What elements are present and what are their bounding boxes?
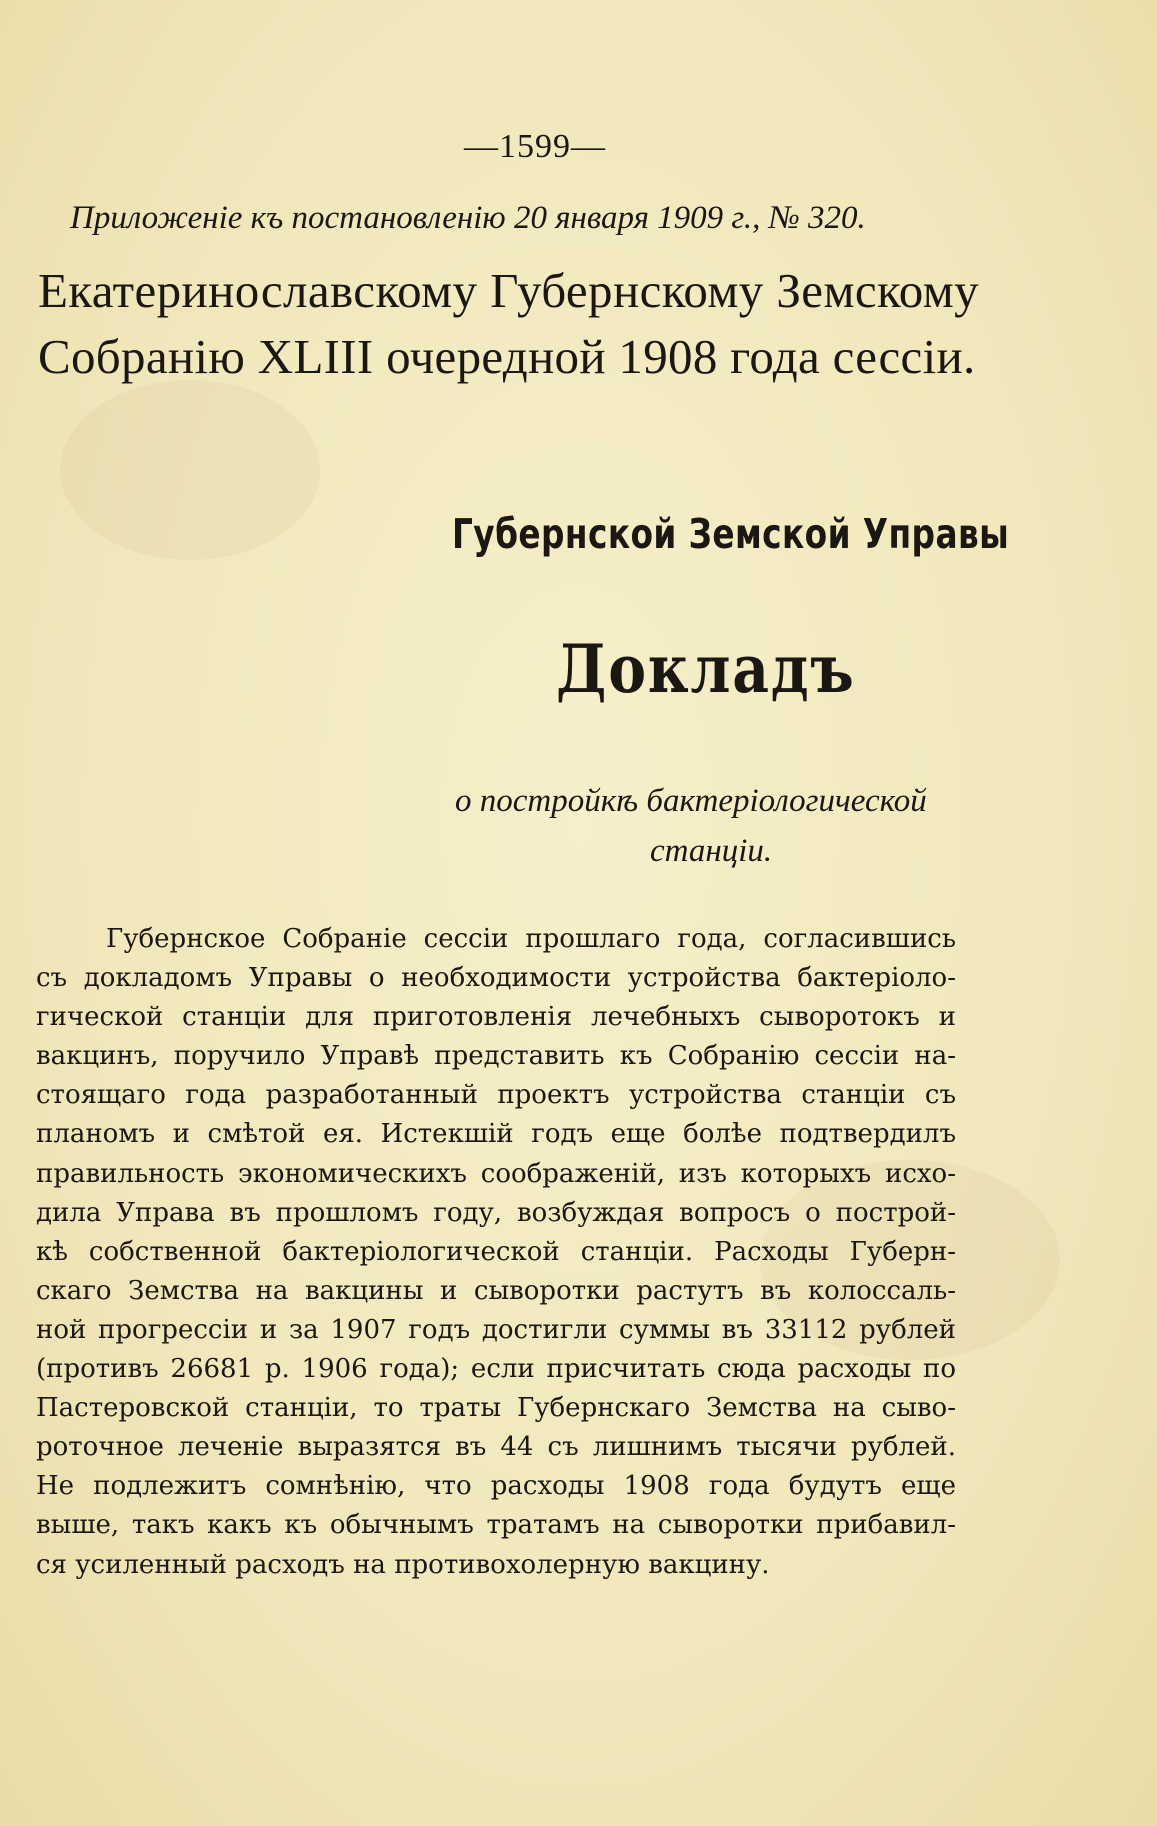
body-line: выше, такъ какъ къ обычнымъ тратамъ на сыворотки прибавил- (36, 1510, 956, 1541)
issuing-authority: Губернской Земской Управы (452, 510, 1010, 558)
body-line: кѣ собственной бактеріологической станціи. Расходы Губерн- (36, 1236, 956, 1267)
body-line: гической станціи для приготовленія лечебныхъ сыворотокъ и (36, 1002, 956, 1033)
body-line: вакцинъ, поручило Управѣ представить къ Собранію сессіи на- (36, 1041, 956, 1072)
assembly-heading (38, 258, 980, 390)
appendix-reference: Приложеніе къ постановленію 20 января 1909 г., № 320. (70, 200, 866, 236)
paper-stain (60, 380, 320, 560)
body-line: Пастеровской станціи, то траты Губернскаго Земства на сыво- (36, 1393, 956, 1424)
body-line: дила Управа въ прошломъ году, возбуждая вопросъ о построй- (36, 1197, 956, 1228)
body-line: правильность экономическихъ соображеній, изъ которыхъ исхо- (36, 1158, 956, 1189)
body-line: планомъ и смѣтой ея. Истекшій годъ еще болѣе подтвердилъ (36, 1119, 956, 1150)
body-line: скаго Земства на вакцины и сыворотки растутъ въ колоссаль- (36, 1275, 956, 1306)
body-line: ной прогрессіи и за 1907 годъ достигли суммы въ 33112 рублей (36, 1314, 956, 1345)
body-line: (противъ 26681 р. 1906 года); если присчитать сюда расходы по (36, 1354, 956, 1385)
report-title: Докладъ (556, 630, 856, 708)
body-line: роточное леченіе выразятся въ 44 съ лишнимъ тысячи рублей. (36, 1432, 956, 1463)
assembly-heading-line: Екатеринославскому Губернскому Земскому (38, 263, 980, 318)
body-line: стоящаго года разработанный проектъ устройства станціи съ (36, 1080, 956, 1111)
body-line: Не подлежитъ сомнѣнію, что расходы 1908 года будутъ еще (36, 1471, 956, 1502)
page-number: —1599— (464, 128, 606, 165)
body-line: Губернское Собраніе сессіи прошлаго года, согласившись (106, 924, 956, 954)
report-subject (455, 776, 975, 876)
assembly-heading-line: Собранію XLIII очередной 1908 года сессіи. (38, 329, 976, 384)
body-paragraph (36, 920, 956, 1585)
body-line: съ докладомъ Управы о необходимости устройства бактеріоло- (36, 963, 956, 994)
report-subject-line: о постройкѣ бактеріологической (455, 783, 927, 819)
body-line: ся усиленный расходъ на противохолерную вакцину. (36, 1549, 770, 1580)
report-subject-line: станціи. (650, 833, 773, 869)
